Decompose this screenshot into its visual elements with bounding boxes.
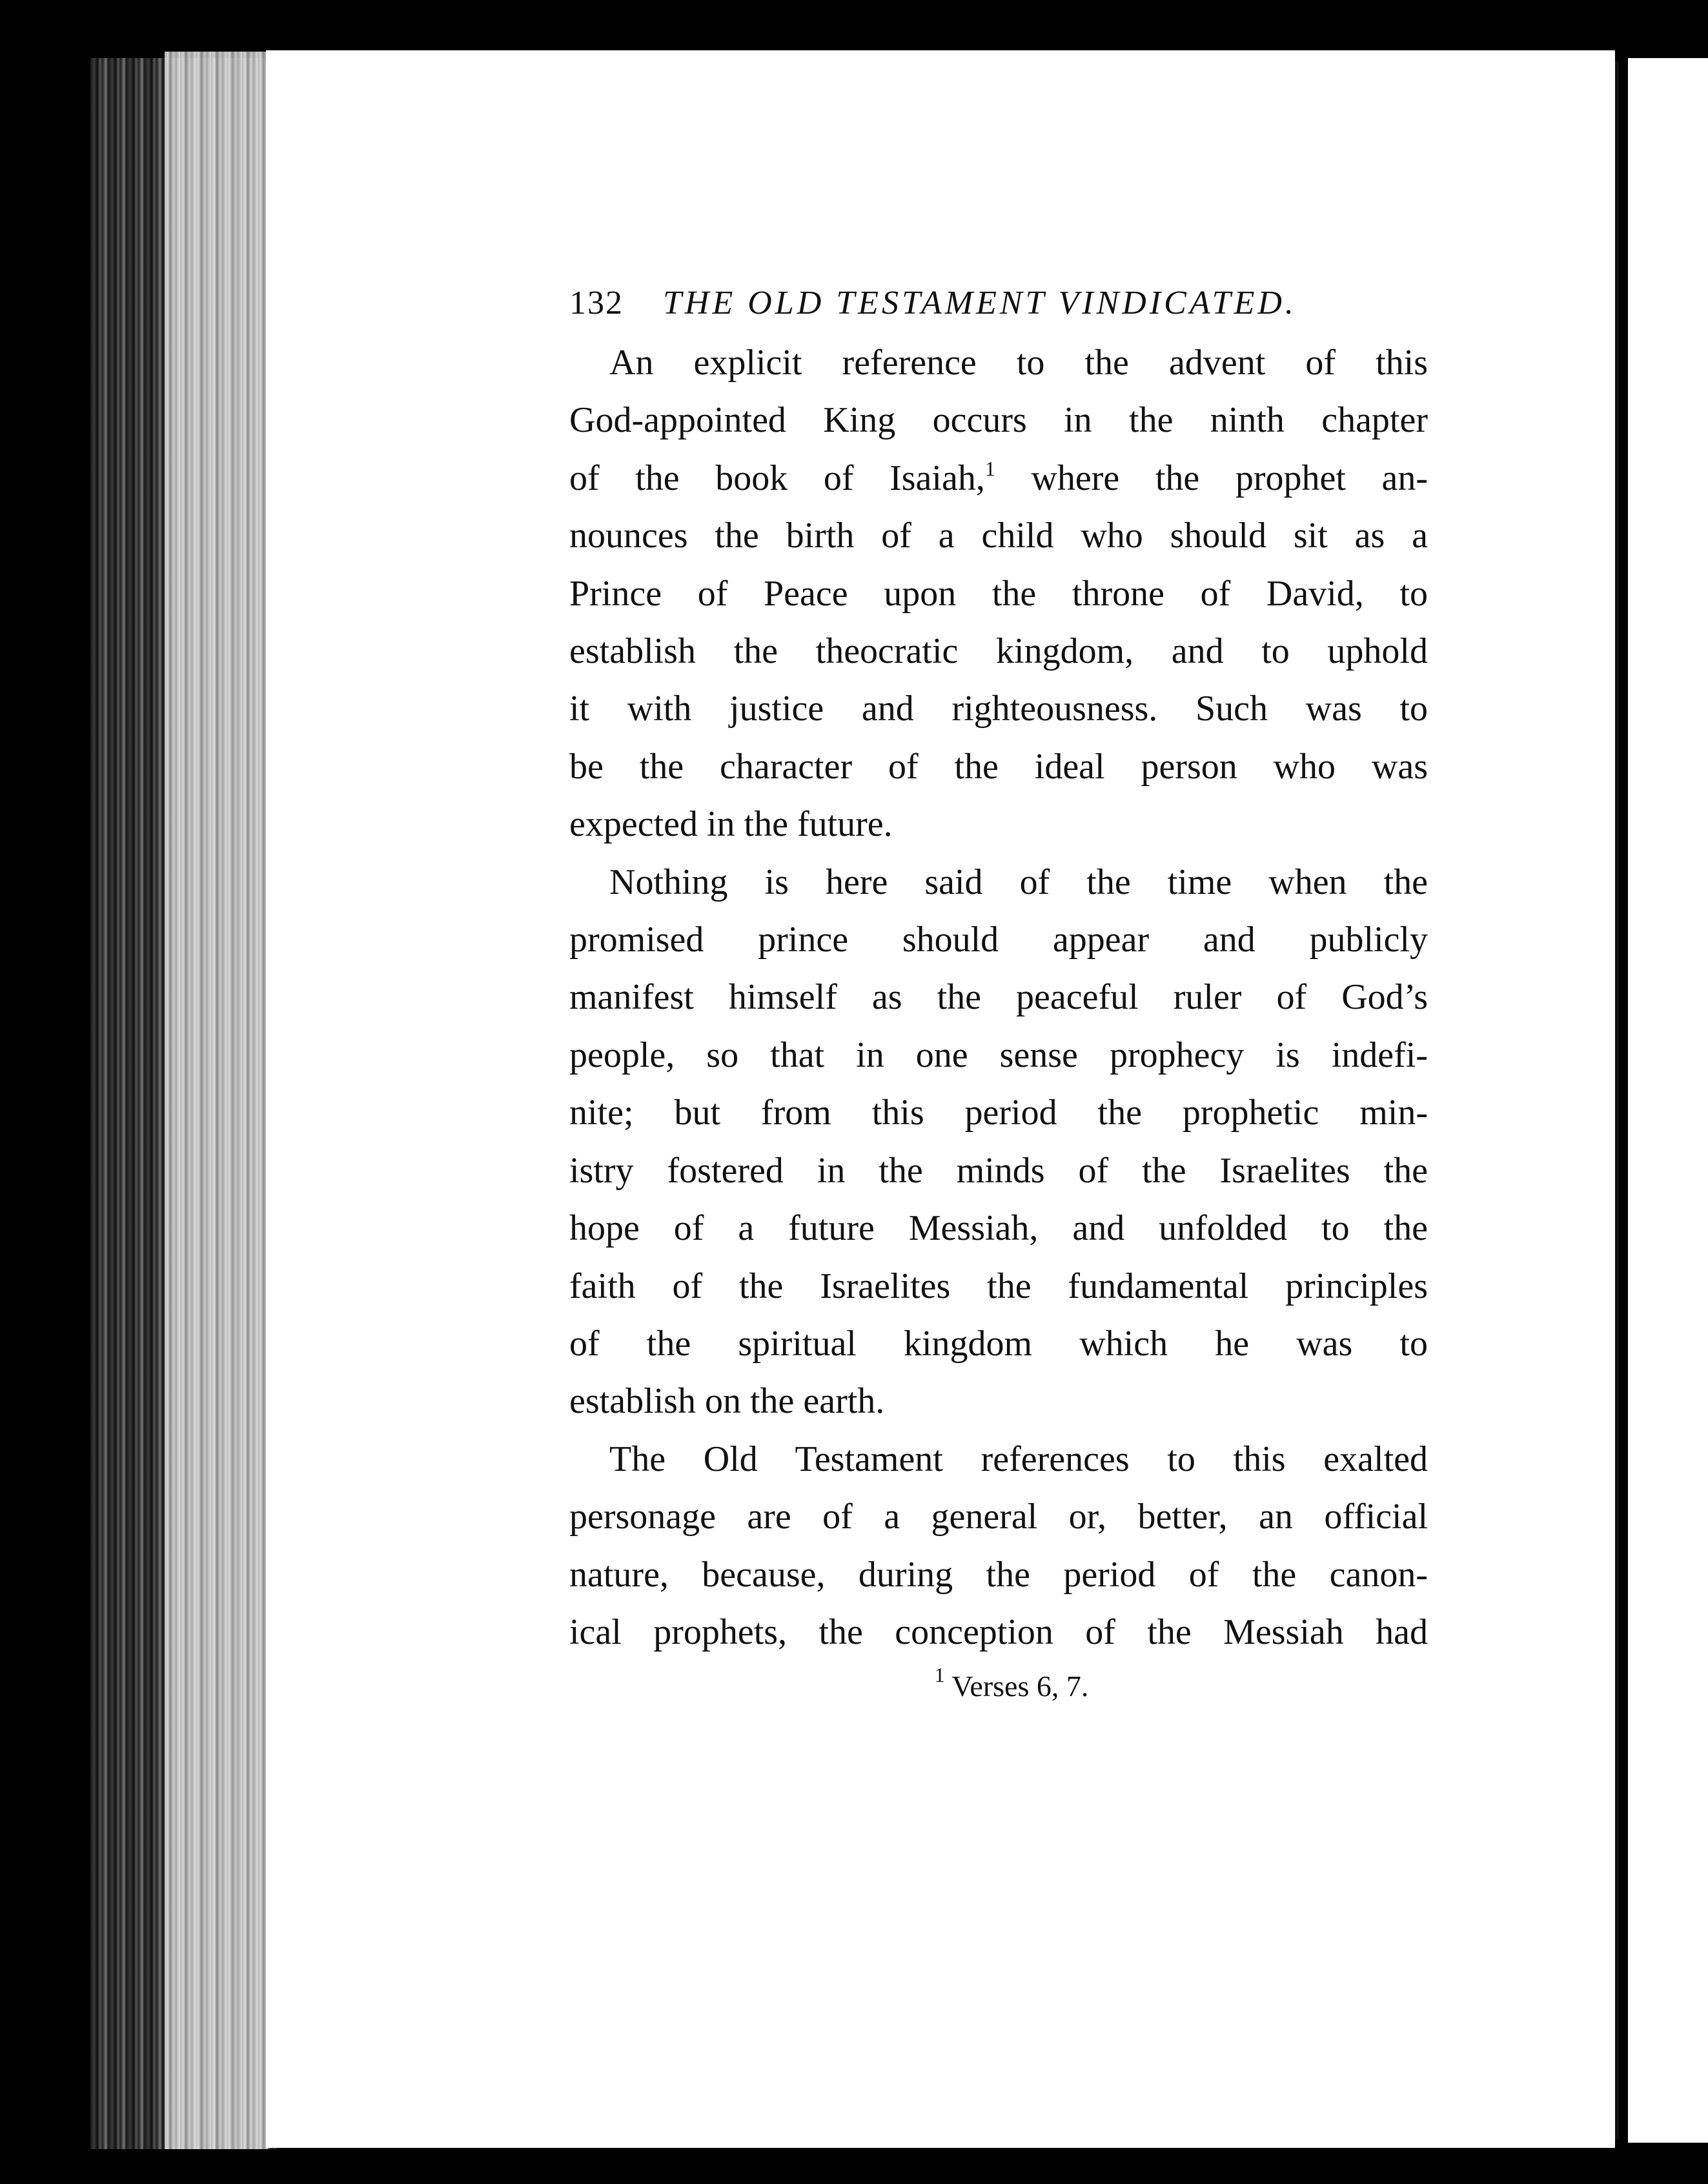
text-line: be the character of the ideal person who was <box>569 746 1428 787</box>
text-line: expected in the future. <box>569 804 893 845</box>
footnote-marker: 1 <box>984 456 995 480</box>
footnote-number: 1 <box>934 1663 945 1687</box>
text-line: manifest himself as the peaceful ruler of God’s <box>569 977 1428 1018</box>
text-line: nounces the birth of a child who should sit as a <box>569 516 1428 556</box>
text-line: ical prophets, the conception of the Messiah had <box>569 1612 1428 1652</box>
running-header <box>569 276 1428 334</box>
page-text-block <box>569 276 1428 1703</box>
text-line: Prince of Peace upon the throne of David, to <box>569 573 1428 614</box>
text-line-tail: where the prophet an- <box>1031 458 1428 498</box>
paragraph-3 <box>569 1431 1428 1662</box>
book-spine-shadow <box>0 0 90 2184</box>
footnote <box>569 1663 1428 1703</box>
text-line: nature, because, during the period of the canon- <box>569 1554 1428 1595</box>
text-line: hope of a future Messiah, and unfolded to the <box>569 1208 1428 1249</box>
text-line-head: of the book of Isaiah, <box>569 458 985 498</box>
text-line: faith of the Israelites the fundamental principles <box>569 1266 1428 1306</box>
text-line: The Old Testament references to this exalted <box>609 1439 1428 1479</box>
text-line: of the spiritual kingdom which he was to <box>569 1323 1428 1364</box>
running-title: THE OLD TESTAMENT VINDICATED. <box>663 285 1297 321</box>
facing-page-edge <box>1628 58 1708 2143</box>
text-line: nite; but from this period the prophetic min- <box>569 1093 1428 1133</box>
paragraph-1 <box>569 334 1428 854</box>
text-line: establish on the earth. <box>569 1381 885 1422</box>
text-line: establish the theocratic kingdom, and to uphold <box>569 631 1428 672</box>
text-line: personage are of a general or, better, an official <box>569 1497 1428 1537</box>
text-line: An explicit reference to the advent of this <box>609 343 1428 383</box>
paragraph-2 <box>569 854 1428 1431</box>
footnote-text: Verses 6, 7. <box>951 1670 1089 1703</box>
page-number: 132 <box>569 285 624 321</box>
text-line: istry fostered in the minds of the Israelites the <box>569 1150 1428 1191</box>
text-line: Nothing is here said of the time when the <box>609 862 1428 902</box>
text-line: it with justice and righteousness. Such was to <box>569 689 1428 729</box>
page-edges-highlight <box>165 52 268 2149</box>
text-line: God-appointed King occurs in the ninth chapter <box>569 400 1428 441</box>
text-line: promised prince should appear and publicly <box>569 920 1428 960</box>
text-line: people, so that in one sense prophecy is indefi- <box>569 1035 1428 1075</box>
text-line-with-footnote <box>569 450 1428 507</box>
